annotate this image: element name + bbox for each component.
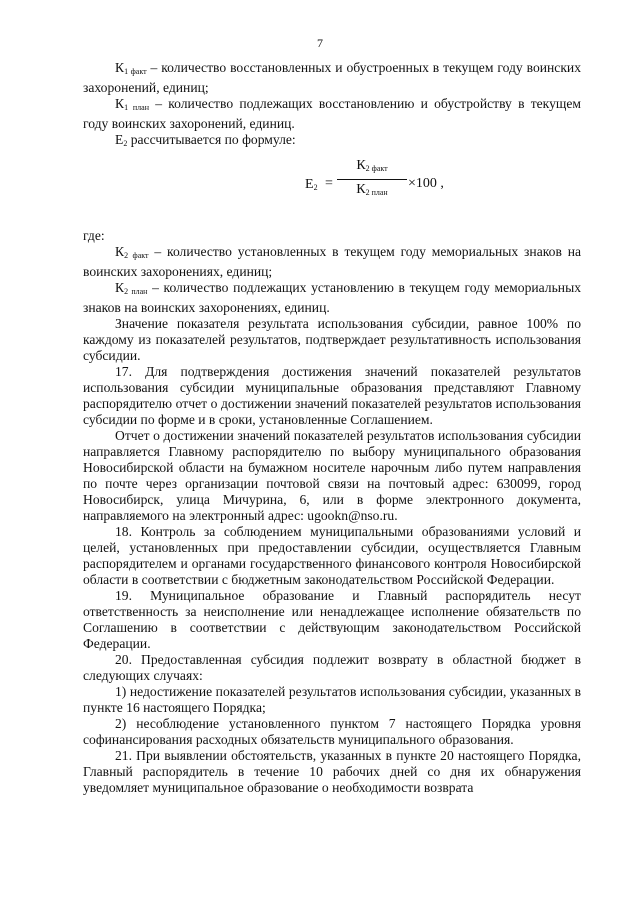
paragraph-20-item-2: 2) несоблюдение установленного пунктом 7 настоящего Порядка уровня софинансирования расходных обязательств муниципального образования. [83, 716, 581, 747]
symbol-subscript: 2 план [124, 287, 148, 296]
numerator-symbol: К [356, 158, 366, 173]
formula-e2 [83, 154, 581, 222]
symbol-subscript: 1 план [124, 103, 149, 112]
definition-text: – количество установленных в текущем году мемориальных знаков на воинских захоронениях, единиц; [83, 244, 582, 279]
symbol-e: Е [115, 132, 124, 147]
paragraph-21: 21. При выявлении обстоятельств, указанных в пункте 20 настоящего Порядка, Главный распорядитель в течение 10 рабочих дней со дня их обнаружения уведомляет муниципальное образование о необходимости возврата [83, 748, 581, 795]
paragraph-19: 19. Муниципальное образование и Главный распорядитель несут ответственность за неисполнение или ненадлежащее исполнение обязательств по Соглашению в соответствии с действующим законодательством Российской Федерации. [83, 588, 581, 651]
formula-equals: = [325, 176, 333, 191]
paragraph-20-item-1: 1) недостижение показателей результатов использования субсидии, указанных в пункте 16 настоящего Порядка; [83, 684, 581, 715]
paragraph-20: 20. Предоставленная субсидия подлежит возврату в областной бюджет в следующих случаях: [83, 652, 581, 683]
symbol-k: К [115, 96, 125, 111]
definition-k2-fact [83, 244, 581, 280]
symbol-k: К [115, 244, 125, 259]
formula-denominator [337, 182, 407, 201]
formula-intro [83, 132, 581, 152]
document-body [83, 60, 581, 796]
formula-numerator [337, 158, 407, 178]
page-number: 7 [317, 36, 323, 50]
denominator-subscript: 2 план [365, 188, 388, 197]
denominator-symbol: К [356, 182, 366, 197]
definition-k1-plan [83, 96, 581, 132]
formula-lhs-symbol: Е [305, 177, 314, 192]
definition-text: – количество подлежащих восстановлению и обустройству в текущем году воинских захоронений, единиц. [83, 96, 581, 131]
formula-intro-text: рассчитывается по формуле: [127, 132, 296, 147]
definition-k2-plan [83, 280, 581, 316]
formula-lhs-subscript: 2 [313, 183, 318, 192]
definition-text: – количество восстановленных и обустроенных в текущем году воинских захоронений, единиц; [83, 60, 581, 95]
symbol-subscript: 2 факт [124, 251, 149, 260]
formula-lhs [305, 177, 318, 196]
symbol-subscript: 2 [123, 139, 128, 148]
numerator-subscript: 2 факт [365, 164, 388, 173]
paragraph-17-report: Отчет о достижении значений показателей результатов использования субсидии направляется Главному распорядителю по выбору муниципального образования Новосибирской области на бумажном носителе нарочным либо путем направления по почте через организации почтовой связи на почтовый адрес: 630099, город Новосибирск, улица Мичурина, 6, или в форме электронного документа, направляемого на электронный адрес: ugookn@nso.ru. [83, 428, 581, 523]
symbol-k: К [115, 60, 125, 75]
fraction-bar [337, 179, 407, 180]
formula-fraction [337, 158, 407, 201]
symbol-subscript: 1 факт [124, 67, 147, 76]
symbol-k: К [115, 280, 125, 295]
paragraph-17: 17. Для подтверждения достижения значений показателей результатов использования субсидии муниципальные образования представляют Главному распорядителю отчет о достижении значений показателей результатов использования субсидии по форме и в сроки, установленные Соглашением. [83, 364, 581, 427]
definition-k1-fact [83, 60, 581, 96]
formula-multiplier: ×100 , [408, 176, 444, 191]
paragraph-result-value: Значение показателя результата использования субсидии, равное 100% по каждому из показателей результатов, подтверждает результативность использования субсидии. [83, 316, 581, 363]
definition-text: – количество подлежащих установлению в текущем году мемориальных знаков на воинских захоронениях, единиц. [83, 280, 581, 315]
paragraph-18: 18. Контроль за соблюдением муниципальными образованиями условий и целей, установленных при предоставлении субсидии, осуществляется Главным распорядителем и органами государственного финансового контроля Новосибирской области в соответствии с бюджетным законодательством Российской Федерации. [83, 524, 581, 587]
where-label: где: [83, 228, 105, 243]
